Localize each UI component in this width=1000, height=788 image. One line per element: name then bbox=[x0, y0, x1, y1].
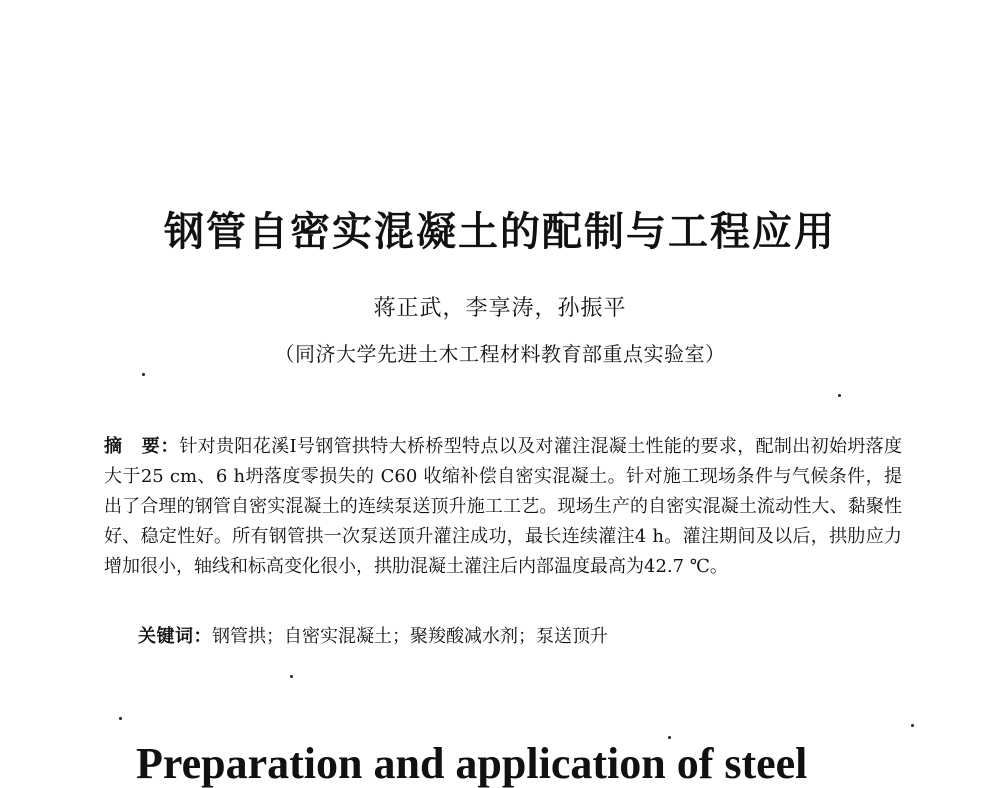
scan-speck bbox=[838, 394, 841, 397]
english-title-partial: Preparation and application of steel bbox=[136, 739, 808, 788]
scan-speck bbox=[911, 724, 914, 727]
keywords-label: 关键词： bbox=[138, 626, 212, 647]
keywords-paragraph bbox=[138, 622, 898, 652]
abstract-text: 针对贵阳花溪Ⅰ号钢管拱特大桥桥型特点以及对灌注混凝土性能的要求，配制出初始坍落度大于25 cm、6 h坍落度零损失的 C60 收缩补偿自密实混凝土。针对施工现场条件与气候条件，提出了合理的钢管自密实混凝土的连续泵送顶升施工工艺。现场生产的自密实混凝土流动性大、黏聚性好、稳定性好。所有钢管拱一次泵送顶升灌注成功，最长连续灌注4 h。灌注期间及以后，拱肋应力增加很小，轴线和标高变化很小，拱肋混凝土灌注后内部温度最高为42.7 ℃。 bbox=[104, 436, 903, 577]
scan-speck bbox=[142, 373, 145, 376]
paper-authors: 蒋正武，李享涛，孙振平 bbox=[373, 296, 627, 321]
abstract-label: 摘 要： bbox=[104, 436, 180, 457]
scan-speck bbox=[290, 675, 293, 678]
scan-speck bbox=[119, 717, 122, 720]
paper-affiliation: （同济大学先进土木工程材料教育部重点实验室） bbox=[274, 342, 726, 366]
paper-title: 钢管自密实混凝土的配制与工程应用 bbox=[164, 208, 836, 255]
abstract-paragraph bbox=[104, 432, 902, 582]
keywords-text: 钢管拱；自密实混凝土；聚羧酸减水剂；泵送顶升 bbox=[212, 626, 608, 647]
scan-speck bbox=[668, 736, 671, 739]
